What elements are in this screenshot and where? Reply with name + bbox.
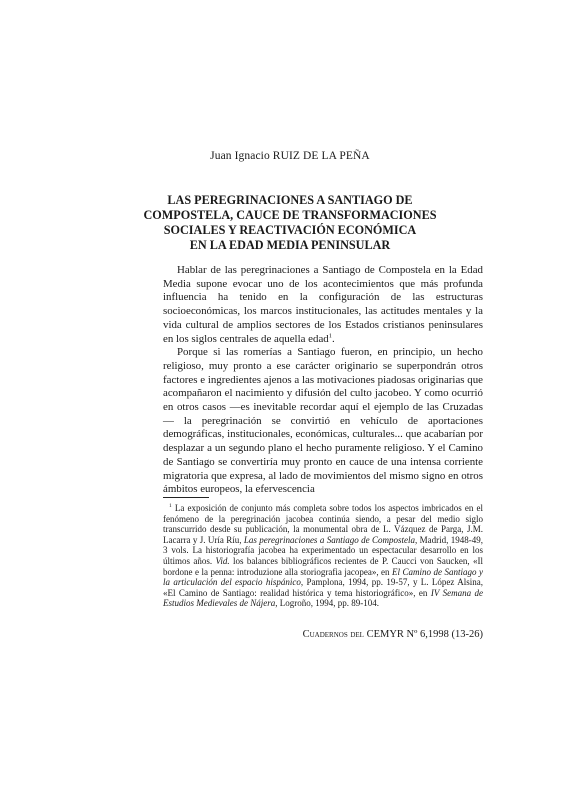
- body-text: [163, 264, 483, 497]
- footnote-italic: Las peregrinaciones a Santiago de Compostela: [243, 534, 415, 545]
- author-first-name: Juan Ignacio: [210, 150, 273, 162]
- footnote-ref[interactable]: 1: [328, 331, 332, 339]
- footnote-divider: [163, 497, 209, 498]
- page-footer: [303, 629, 483, 640]
- paragraph-2: Porque si las romerías a Santiago fueron, en principio, un hecho religioso, muy pronto a ese carácter originario se superpondrán otros factores e ingredientes ajenos a las motivaciones piadosas originarias que acompañaron el nacimiento y difusión del culto jacobeo. Y como ocurrió en otros casos —es inevitable recordar aquí el ejemplo de las Cruzadas— la peregrinación se convirtió en vehículo de aportaciones demográficas, institucionales, económicas, culturales... que acabarían por desplazar a un segundo plano el hecho puramente religioso. Y el Camino de Santiago se convertiría muy pronto en cauce de una intensa corriente migratoria que expresa, al lado de movimientos del mismo signo en otros ámbitos europeos, la efervescencia: [163, 346, 483, 496]
- footnote: [163, 503, 483, 609]
- author-line: [0, 150, 580, 162]
- footnote-number: 1: [169, 503, 172, 509]
- journal-issue: CEMYR Nº 6,1998 (13-26): [363, 629, 483, 640]
- footnote-text: La exposición de conjunto más completa sobre todos los aspectos imbricados en el fenómeno de la peregrinación jacobea continúa siendo, a pesar del medio siglo transcurrido desde su publicación, la monumental obra de L. Vázquez de Parga, J.M. Lacarra y J. Uría Ríu,: [163, 503, 483, 545]
- footnote-italic: El Camino de Santiago y la articulación del espacio hispánico: [163, 566, 483, 588]
- journal-name: Cuadernos del: [302, 629, 364, 640]
- footnote-1: [163, 503, 483, 609]
- paragraph-1: [163, 264, 483, 346]
- footnote-italic: Vid.: [215, 555, 230, 566]
- title-line: EN LA EDAD MEDIA PENINSULAR: [189, 238, 391, 252]
- paragraph-1-end: .: [331, 332, 335, 345]
- footnote-text: , Pamplona, 1994, pp. 19-57, y L. López Alsina, «El Camino de Santiago: realidad histórica y tema historiográfico», en: [163, 577, 484, 598]
- footnote-text: , Madrid, 1948-49, 3 vols. La historiografía jacobea ha experimentado un espectacular desarrollo en los últimos años.: [163, 534, 483, 566]
- title-line: LAS PEREGRINACIONES A SANTIAGO DE: [167, 193, 413, 207]
- footnote-text: , Logroño, 1994, pp. 89-104.: [275, 598, 379, 609]
- article-title: [140, 193, 440, 253]
- title-line: SOCIALES Y REACTIVACIÓN ECONÓMICA: [163, 223, 417, 237]
- title-line: COMPOSTELA, CAUCE DE TRANSFORMACIONES: [143, 208, 437, 222]
- footnote-text: los balances bibliográficos recientes de P. Caucci von Saucken, «Il bordone e la penna: introduzione alla storiografia jacopea», en: [163, 555, 483, 577]
- footnote-italic: IV Semana de Estudios Medievales de Nájera: [163, 587, 483, 609]
- author-last-name: RUIZ DE LA PEÑA: [272, 150, 370, 162]
- paragraph-1-text: Hablar de las peregrinaciones a Santiago de Compostela en la Edad Media supone evocar uno de los acontecimientos que más profunda influencia ha tenido en la configuración de las estructuras socioeconómicas, los marcos institucionales, las actitudes mentales y la vida cultural de amplios sectores de los Estados cristianos peninsulares en los siglos centrales de aquella edad: [163, 264, 483, 345]
